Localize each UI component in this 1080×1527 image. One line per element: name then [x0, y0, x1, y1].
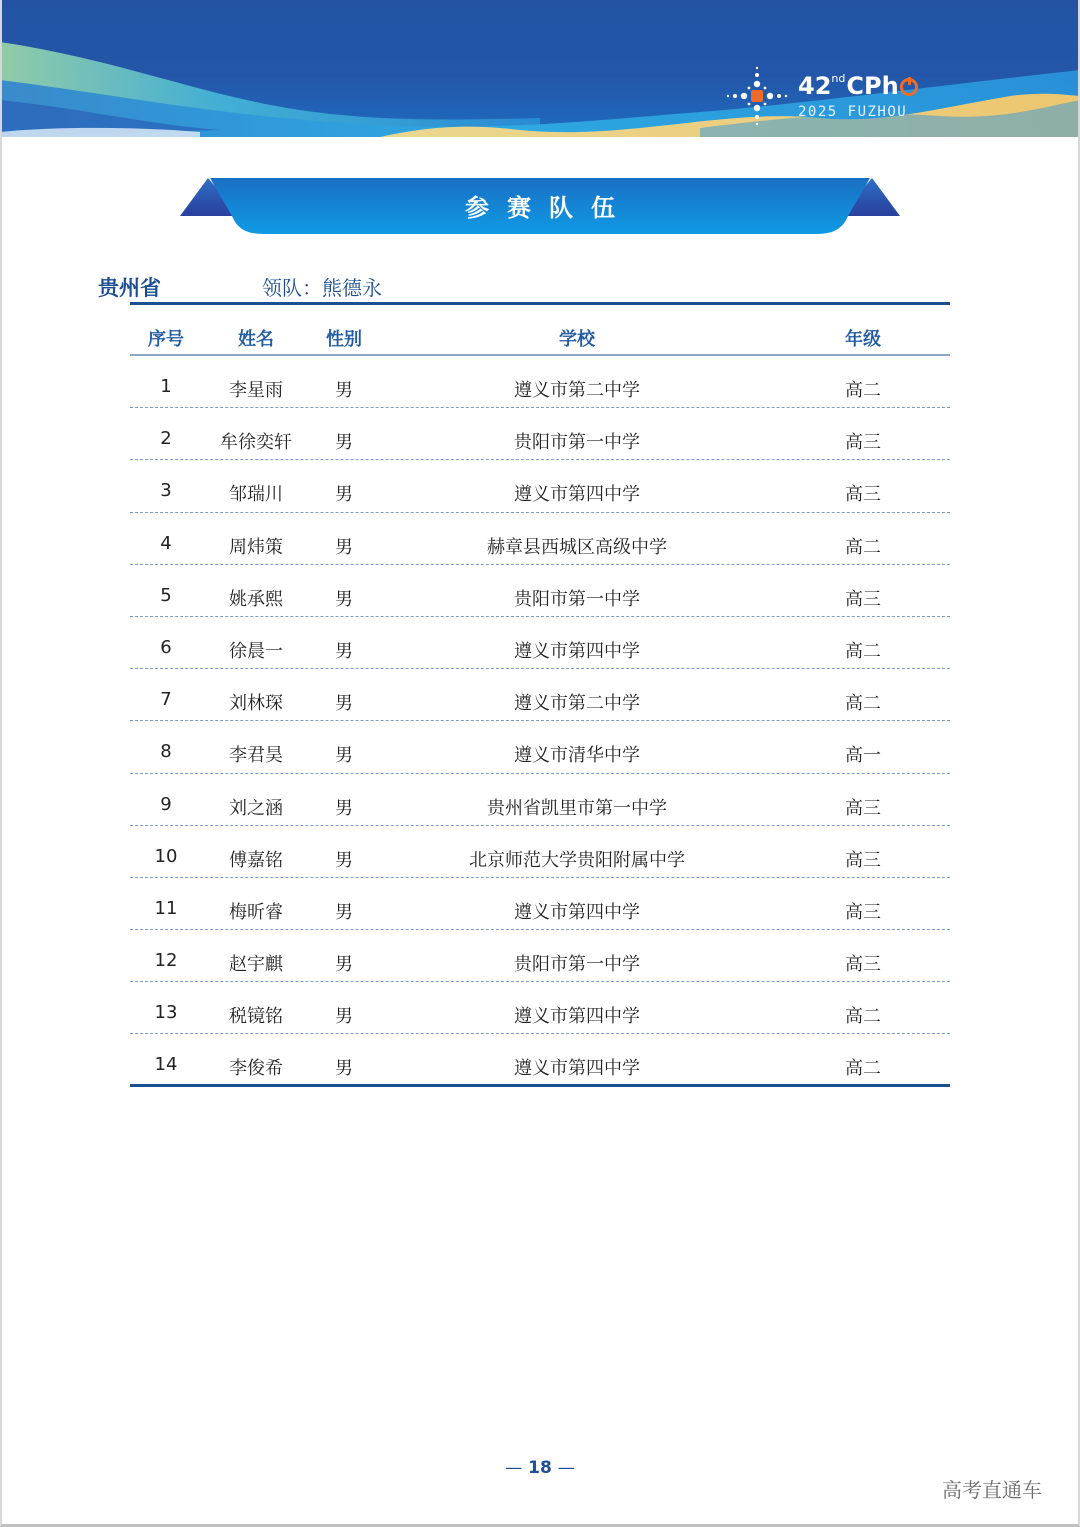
cell-gender: 男	[335, 484, 353, 506]
cell-grade: 高三	[845, 849, 881, 871]
province-name: 贵州省	[98, 276, 161, 300]
cell-gender: 男	[335, 849, 353, 871]
cell-school: 贵州省凯里市第一中学	[487, 797, 667, 819]
cell-school: 贵阳市第一中学	[514, 954, 640, 976]
cell-name: 牟徐奕轩	[220, 432, 292, 454]
cell-gender: 男	[335, 693, 353, 715]
cell-gender: 男	[335, 901, 353, 923]
team-divider	[130, 302, 950, 305]
leader-name: 熊德永	[322, 276, 382, 300]
cell-name: 梅昕睿	[229, 901, 283, 923]
cell-grade: 高一	[845, 745, 881, 767]
table-row	[130, 930, 950, 982]
cell-name: 刘林琛	[229, 693, 283, 715]
cell-grade: 高三	[845, 901, 881, 923]
logo-acronym: CPh	[846, 72, 899, 100]
cell-school: 遵义市第四中学	[514, 1058, 640, 1080]
power-ring-icon	[900, 78, 918, 96]
cell-name: 刘之涵	[229, 797, 283, 819]
cell-gender: 男	[335, 432, 353, 454]
cell-gender: 男	[335, 588, 353, 610]
table-row	[130, 565, 950, 617]
cell-name: 李俊希	[229, 1058, 283, 1080]
page-dash-right: —	[557, 1458, 575, 1478]
team-roster-table	[130, 314, 950, 1087]
cell-grade: 高二	[845, 536, 881, 558]
cell-number: 14	[154, 1054, 178, 1076]
logo-subtitle: 2025 FUZHOU	[798, 104, 908, 120]
cell-gender: 男	[335, 380, 353, 401]
cell-school: 遵义市清华中学	[514, 745, 640, 767]
edition-suffix: nd	[831, 72, 846, 85]
cell-school: 遵义市第四中学	[514, 484, 640, 506]
cell-name: 徐晨一	[229, 640, 283, 662]
cell-name: 傅嘉铭	[229, 849, 283, 871]
cell-school: 遵义市第四中学	[514, 901, 640, 923]
cell-number: 7	[160, 689, 172, 711]
header-banner	[0, 0, 1080, 137]
cpho-logo	[726, 66, 926, 126]
table-row	[130, 617, 950, 669]
cell-number: 9	[160, 793, 172, 815]
cell-school: 贵阳市第一中学	[514, 588, 640, 610]
table-row	[130, 1034, 950, 1086]
cell-school: 遵义市第四中学	[514, 1006, 640, 1028]
cell-name: 李星雨	[229, 380, 283, 401]
cell-gender: 男	[335, 797, 353, 819]
cell-grade: 高三	[845, 797, 881, 819]
cell-name: 赵宇麒	[229, 954, 283, 976]
column-header-gender: 性别	[326, 329, 362, 350]
cell-gender: 男	[335, 1006, 353, 1028]
section-title-ribbon	[180, 176, 900, 236]
table-row	[130, 460, 950, 512]
cell-gender: 男	[335, 954, 353, 976]
team-leader	[262, 272, 382, 301]
column-header-school: 学校	[559, 329, 595, 350]
table-row	[130, 826, 950, 878]
cell-grade: 高三	[845, 484, 881, 506]
table-row	[130, 356, 950, 408]
cell-gender: 男	[335, 1058, 353, 1080]
table-row	[130, 982, 950, 1034]
cell-number: 13	[154, 1002, 178, 1024]
cell-name: 李君昊	[229, 745, 283, 767]
cell-grade: 高二	[845, 693, 881, 715]
cell-grade: 高二	[845, 380, 881, 401]
cell-school: 遵义市第四中学	[514, 640, 640, 662]
cell-number: 6	[160, 636, 172, 658]
cell-number: 1	[160, 376, 172, 397]
team-header	[98, 270, 950, 304]
cell-name: 姚承熙	[229, 588, 283, 610]
edition-number: 42	[798, 72, 832, 100]
cell-number: 10	[154, 845, 178, 867]
leader-label: 领队：	[262, 276, 322, 300]
cell-grade: 高三	[845, 432, 881, 454]
cell-grade: 高三	[845, 954, 881, 976]
cell-grade: 高三	[845, 588, 881, 610]
page-number	[480, 1458, 600, 1478]
table-row	[130, 513, 950, 565]
sparkle-dots-logo-icon	[726, 66, 788, 126]
cell-school: 贵阳市第一中学	[514, 432, 640, 454]
cell-school: 遵义市第二中学	[514, 380, 640, 401]
cell-grade: 高二	[845, 1006, 881, 1028]
cell-grade: 高二	[845, 1058, 881, 1080]
logo-title	[798, 72, 918, 100]
cell-grade: 高二	[845, 640, 881, 662]
cell-school: 北京师范大学贵阳附属中学	[469, 849, 685, 871]
section-title: 参赛队伍	[465, 194, 633, 222]
cell-number: 2	[160, 428, 172, 450]
table-row	[130, 669, 950, 721]
cell-gender: 男	[335, 640, 353, 662]
cell-number: 4	[160, 532, 172, 554]
column-header-name: 姓名	[238, 329, 274, 350]
cell-number: 3	[160, 480, 172, 502]
cell-name: 周炜策	[229, 536, 283, 558]
table-row	[130, 721, 950, 773]
cell-school: 赫章县西城区高级中学	[487, 536, 667, 558]
cell-number: 5	[160, 584, 172, 606]
cell-school: 遵义市第二中学	[514, 693, 640, 715]
page-dash-left: —	[505, 1458, 523, 1478]
cell-number: 8	[160, 741, 172, 763]
cell-gender: 男	[335, 745, 353, 767]
cell-name: 邹瑞川	[229, 484, 283, 506]
watermark: 高考直通车	[942, 1478, 1042, 1502]
page-number-value: 18	[528, 1458, 552, 1478]
table-row	[130, 878, 950, 930]
cell-name: 税镜铭	[229, 1006, 283, 1028]
cell-number: 11	[154, 897, 178, 919]
column-header-grade: 年级	[845, 329, 881, 350]
table-header	[130, 314, 950, 356]
cell-number: 12	[154, 950, 178, 972]
table-row	[130, 408, 950, 460]
cell-gender: 男	[335, 536, 353, 558]
column-header-number: 序号	[148, 329, 184, 350]
table-row	[130, 774, 950, 826]
